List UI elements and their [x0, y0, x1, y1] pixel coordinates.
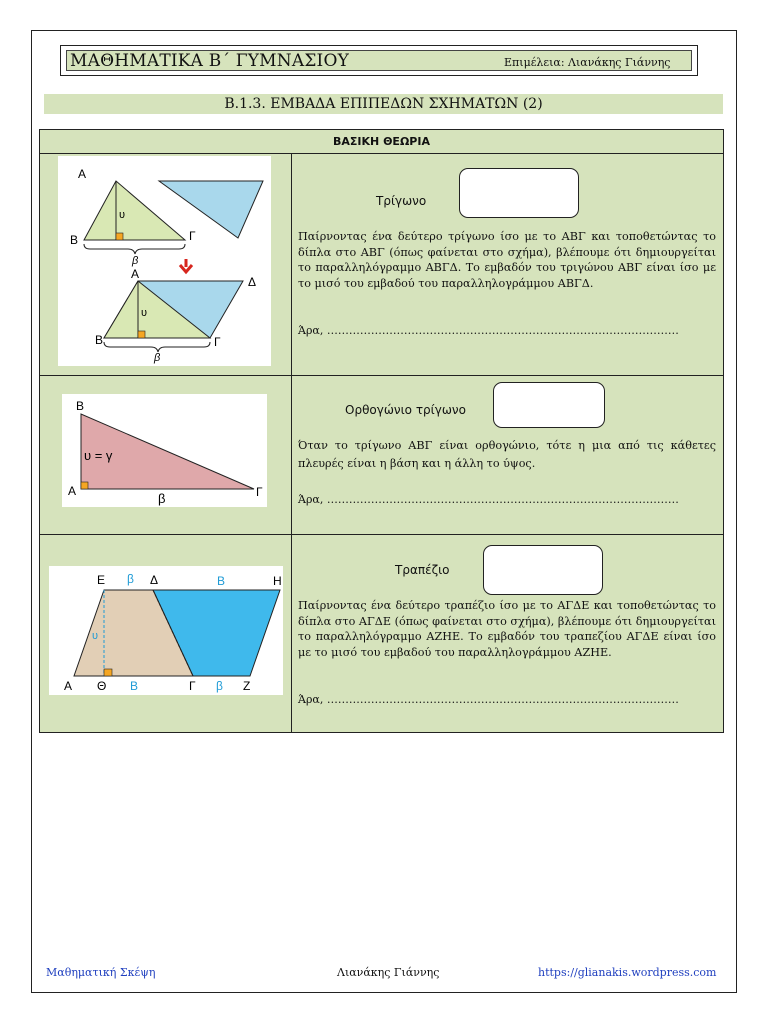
right-angle-mark — [81, 482, 88, 489]
label-g1: Γ — [189, 229, 196, 243]
theory-row-trapezoid — [40, 535, 723, 732]
label-d2: Δ — [248, 275, 257, 289]
right-angle-mark — [104, 669, 112, 676]
section-title: Β.1.3. ΕΜΒΑΔΑ ΕΠΙΠΕΔΩΝ ΣΧΗΜΑΤΩΝ (2) — [224, 96, 543, 112]
label-b-small1: β — [132, 255, 139, 267]
label-z: Ζ — [243, 679, 251, 693]
theory-table — [39, 129, 724, 733]
label-a: Α — [68, 484, 77, 498]
editor-credit: Επιμέλεια: Λιανάκης Γιάννης — [504, 56, 671, 69]
theory-text-right-triangle: Όταν το τρίγωνο ΑΒΓ είναι ορθογώνιο, τότε η μια από τις κάθετες πλευρές είναι η βάση και η άλλη το ύψος. — [298, 439, 716, 470]
right-angle-mark — [116, 233, 123, 240]
label-g2: Γ — [214, 335, 221, 349]
label-e: Ε — [97, 573, 106, 587]
right-angle-mark-bottom — [138, 331, 145, 338]
label-h: Η — [273, 574, 282, 588]
right-triangle-figure — [62, 394, 267, 507]
footer-blog-name: Μαθηματική Σκέψη — [46, 966, 156, 979]
label-b1: Β — [70, 233, 79, 247]
triangle-figure — [58, 156, 271, 366]
label-b-bottom: Β — [130, 679, 139, 693]
trapezoid-figure — [49, 566, 283, 695]
label-b: Β — [76, 399, 85, 413]
triangle-abg — [84, 181, 185, 240]
label-th: Θ — [97, 679, 107, 693]
theory-heading: ΒΑΣΙΚΗ ΘΕΩΡΙΑ — [40, 130, 723, 154]
ara-line-right-triangle[interactable]: Άρα, …………………………………………………………………………………… — [298, 493, 679, 506]
label-g: Γ — [256, 485, 263, 499]
answer-box-triangle[interactable] — [459, 168, 579, 218]
right-triangle-diagram — [62, 394, 267, 507]
down-arrow-icon — [180, 259, 192, 272]
label-a: Α — [64, 679, 73, 693]
label-a2: Α — [131, 267, 140, 281]
label-u2: υ — [141, 307, 148, 319]
answer-box-trapezoid[interactable] — [483, 545, 603, 595]
answer-box-right-triangle[interactable] — [493, 382, 605, 428]
base-brace-bottom — [104, 342, 210, 352]
label-a1: Α — [78, 167, 87, 181]
theory-text-triangle: Παίρνοντας ένα δεύτερο τρίγωνο ίσο με το ΑΒΓ και τοποθετώντας το δίπλα στο ΑΒΓ (όπως φαίνεται στο σχήμα), βλέπουμε ότι δημιουργείται το παραλληλόγραμμο ΑΒΓΔ. Το εμβαδόν του τριγώνου ΑΒΓ είναι ίσο με το μισό του εμβαδού του παραλληλογράμμου ΑΒΓΔ. — [298, 230, 716, 290]
label-beta-top: β — [127, 572, 134, 586]
theory-text-trapezoid: Παίρνοντας ένα δεύτερο τραπέζιο ίσο με το ΑΓΔΕ και τοποθετώντας το δίπλα στο ΑΓΔΕ (όπως φαίνεται στο σχήμα), βλέπουμε ότι δημιουργείται το παραλληλόγραμμο ΑΖΗΕ. Το εμβαδόν του τραπεζίου ΑΓΔΕ είναι ίσο με το μισό του εμβαδού του παραλληλογράμμου ΑΖΗΕ. — [298, 599, 716, 659]
theory-row-right-triangle — [40, 376, 723, 535]
triangle-diagram — [58, 156, 271, 366]
label-u: υ — [92, 630, 99, 642]
trapezoid-diagram — [49, 566, 283, 695]
label-b-small2: β — [154, 352, 161, 364]
base-brace — [84, 244, 185, 254]
label-g: Γ — [189, 679, 196, 693]
shape-name-triangle: Τρίγωνο — [376, 194, 427, 208]
theory-row-triangle — [40, 154, 723, 376]
ara-line-trapezoid[interactable]: Άρα, …………………………………………………………………………………… — [298, 693, 679, 706]
ara-line-triangle[interactable]: Άρα, …………………………………………………………………………………… — [298, 324, 679, 337]
footer-url-link[interactable]: https://glianakis.wordpress.com — [538, 966, 717, 979]
label-beta-bottom: β — [216, 679, 223, 693]
label-d: Δ — [150, 573, 159, 587]
label-b-top: Β — [217, 574, 226, 588]
document-title: ΜΑΘΗΜΑΤΙΚΑ Β΄ ΓΥΜΝΑΣΙΟΥ — [70, 51, 350, 71]
label-u-eq-g: υ = γ — [84, 448, 113, 463]
triangle-copy — [159, 181, 263, 238]
footer-author: Λιανάκης Γιάννης — [337, 966, 440, 979]
label-b2: Β — [95, 333, 104, 347]
section-bar — [44, 94, 723, 114]
label-u1: υ — [119, 209, 126, 221]
shape-name-trapezoid: Τραπέζιο — [395, 563, 450, 577]
label-beta: β — [158, 491, 166, 506]
shape-name-right-triangle: Ορθογώνιο τρίγωνο — [345, 403, 466, 417]
